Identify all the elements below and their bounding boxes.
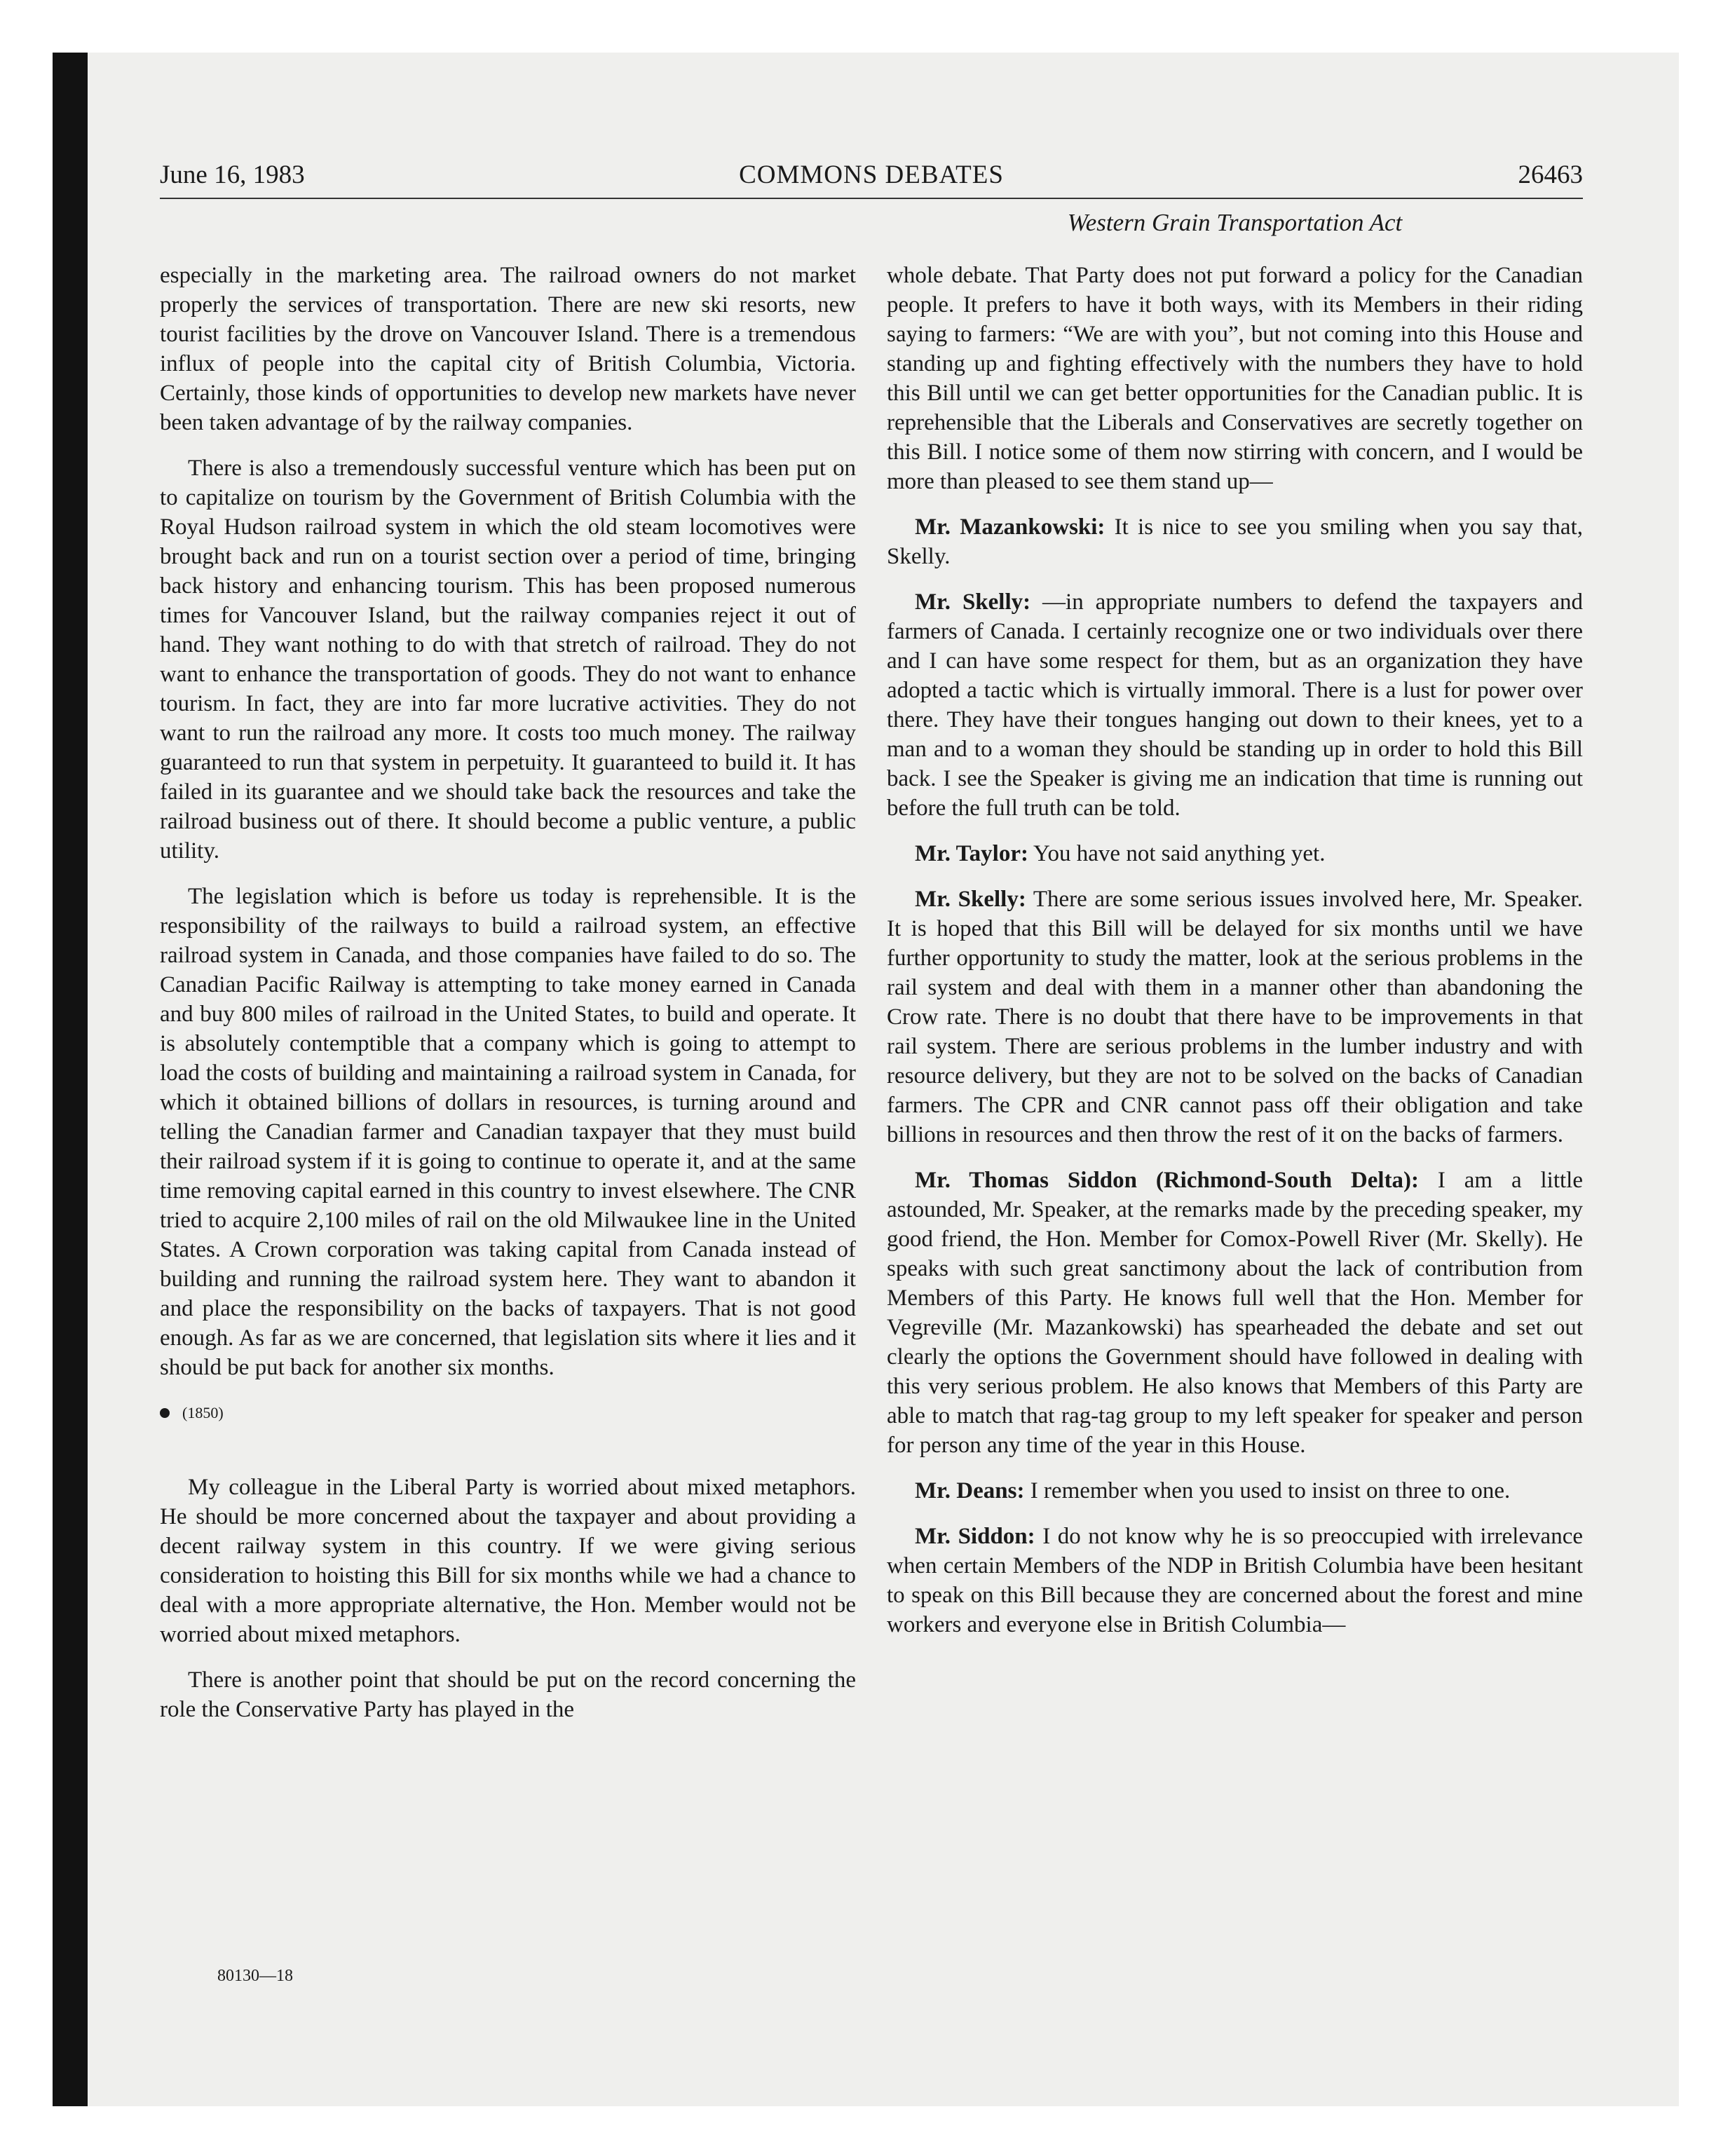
speech-text: It is nice to see you smiling when you say that, Skelly. [887, 514, 1583, 569]
speaker-name: Mr. Thomas Siddon (Richmond-South Delta): [915, 1168, 1420, 1193]
speech-mazankowski [887, 512, 1583, 571]
right-column [887, 261, 1583, 1656]
bullet-icon [160, 1408, 170, 1418]
left-column [160, 261, 856, 1740]
running-head [160, 160, 1583, 196]
paragraph: There is another point that should be put on the record concerning the role the Conservative Party has played in the [160, 1667, 856, 1722]
speech-text: —in appropriate numbers to defend the taxpayers and farmers of Canada. I certainly recognize one or two individuals over there and I can have some respect for them, but as an organization they have adopted a tactic which is virtually immoral. There is a lust for power over there. They have their tongues hanging out down to their knees, yet to a man and to a woman they should be standing up in order to hold this Bill back. I see the Speaker is giving me an indication that time is running out before the full truth can be told. [887, 589, 1583, 821]
speech-text: I am a little astounded, Mr. Speaker, at the remarks made by the preceding speaker, my good friend, the Hon. Member for Comox-Powell River (Mr. Skelly). He speaks with such great sanctimony about the lack of contribution from Members of this Party. He knows full well that the Hon. Member for Vegreville (Mr. Mazankowski) has spearheaded the debate and set out clearly the options the Government should have followed in dealing with this very serious problem. He also knows that Members of this Party are able to match that rag-tag group to my left speaker for speaker and person for person any time of the year in this House. [887, 1168, 1583, 1458]
paragraph: The legislation which is before us today is reprehensible. It is the responsibility of the railways to build a railroad system, an effective railroad system in Canada, and those companies have failed to do so. The Canadian Pacific Railway is attempting to take money earned in Canada and buy 800 miles of railroad in the United States, to build and operate. It is absolutely contemptible that a company which is going to attempt to load the costs of building and maintaining a railroad system in Canada, for which it obtained billions of dollars in resources, is turning around and telling the Canadian farmer and Canadian taxpayer that they must build their railroad system if it is going to continue to operate it, and at the same time removing capital earned in this country to invest elsewhere. The CNR tried to acquire 2,100 miles of rail on the old Milwaukee line in the United States. A Crown corporation was taking capital from Canada instead of building and running the railroad system here. They want to abandon it and place the responsibility on the backs of taxpayers. That is not good enough. As far as we are concerned, that legislation sits where it lies and it should be put back for another six months. [160, 884, 856, 1380]
header-page-number: 26463 [1518, 161, 1583, 189]
time-marker [160, 1398, 856, 1428]
paragraph: My colleague in the Liberal Party is worried about mixed metaphors. He should be more concerned about the taxpayer and about providing a decent railway system in this country. If we were giving serious consideration to hoisting this Bill for six months while we had a chance to deal with a more appropriate alternative, the Hon. Member would not be worried about mixed metaphors. [160, 1475, 856, 1647]
speech-text: I do not know why he is so preoccupied with irrelevance when certain Members of the NDP in British Columbia have been hesitant to speak on this Bill because they are concerned about the forest and mine workers and everyone else in British Columbia— [887, 1524, 1583, 1637]
speaker-name: Mr. Siddon: [915, 1524, 1035, 1549]
paragraph: There is also a tremendously successful venture which has been put on to capitalize on tourism by the Government of British Columbia with the Royal Hudson railroad system in which the old steam locomotives were brought back and run on a tourist section over a period of time, bringing back history and enhancing tourism. This has been proposed numerous times for Vancouver Island, but the railway companies reject it out of hand. They want nothing to do with that stretch of railroad. They do not want to enhance the transportation of goods. They do not want to enhance tourism. In fact, they are into far more lucrative activities. They do not want to run the railroad any more. It costs too much money. The railway guaranteed to run that system in perpetuity. It guaranteed to build it. It has failed in its guarantee and we should take back the resources and take the railroad business out of there. It should become a public venture, a public utility. [160, 456, 856, 864]
speech-taylor [887, 839, 1583, 868]
paragraph: whole debate. That Party does not put forward a policy for the Canadian people. It prefers to have it both ways, with its Members in their riding saying to farmers: “We are with you”, but not coming into this House and standing up and fighting effectively with the numbers they have to hold this Bill until we can get better opportunities for the Canadian public. It is reprehensible that the Liberals and Conservatives are secretly together on this Bill. I notice some of them now stirring with concern, and I would be more than pleased to see them stand up— [887, 263, 1583, 494]
speech-skelly [887, 885, 1583, 1149]
header-subject: Western Grain Transportation Act [1067, 209, 1403, 236]
speech-deans [887, 1476, 1583, 1506]
speech-skelly [887, 587, 1583, 823]
speech-siddon [887, 1166, 1583, 1460]
header-date: June 16, 1983 [160, 161, 305, 189]
speech-text: There are some serious issues involved here, Mr. Speaker. It is hoped that this Bill will be delayed for six months until we have further opportunity to study the matter, look at the serious problems in the rail system and deal with them in a manner other than abandoning the Crow rate. There is no doubt that there have to be improvements in that rail system. There are serious problems in the lumber industry and with resource delivery, but they are not to be solved on the backs of Canadian farmers. The CPR and CNR cannot pass off their obligation and take billions in resources and then throw the rest of it on the backs of farmers. [887, 887, 1584, 1147]
header-title: COMMONS DEBATES [739, 161, 1004, 189]
speech-text: You have not said anything yet. [1028, 841, 1326, 866]
binding-edge [53, 53, 88, 2106]
paragraph: especially in the marketing area. The railroad owners do not market properly the services of transportation. There are new ski resorts, new tourist facilities by the drove on Vancouver Island. There is a tremendous influx of people into the capital city of British Columbia, Victoria. Certainly, those kinds of opportunities to develop new markets have never been taken advantage of by the railway companies. [160, 263, 856, 435]
speech-siddon [887, 1522, 1583, 1639]
speech-text: I remember when you used to insist on three to one. [1024, 1478, 1511, 1503]
speaker-name: Mr. Taylor: [915, 841, 1028, 866]
speaker-name: Mr. Mazankowski: [915, 514, 1105, 540]
speaker-name: Mr. Deans: [915, 1478, 1025, 1503]
print-code: 80130—18 [217, 1967, 293, 1985]
speaker-name: Mr. Skelly: [915, 589, 1031, 615]
time-marker-label: (1850) [182, 1404, 224, 1421]
speaker-name: Mr. Skelly: [915, 887, 1026, 912]
header-rule [160, 198, 1583, 199]
